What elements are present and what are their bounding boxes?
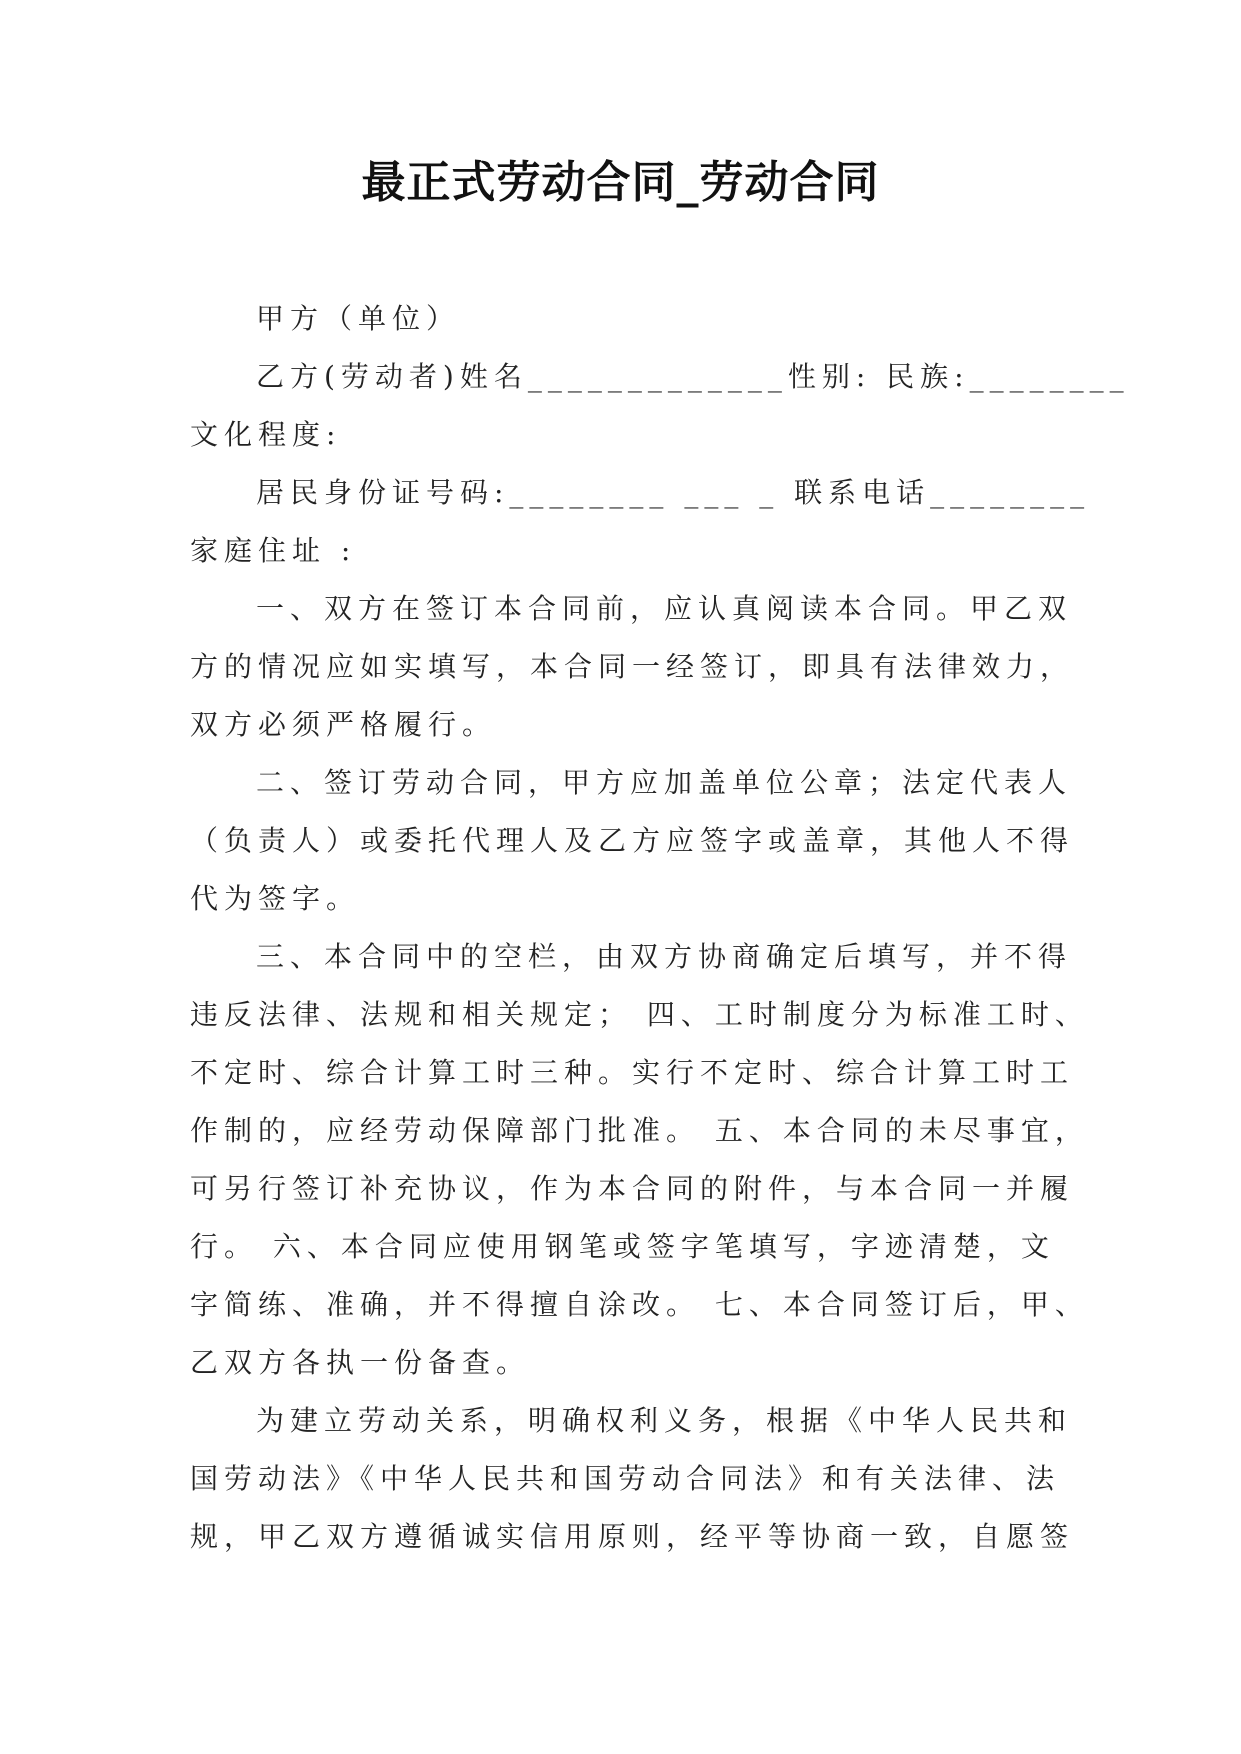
text-line: 规，甲乙双方遵循诚实信用原则，经平等协商一致，自愿签	[190, 1520, 1075, 1553]
text-line: 可另行签订补充协议，作为本合同的附件，与本合同一并履	[190, 1172, 1075, 1205]
document-title: 最正式劳动合同_劳动合同	[361, 157, 880, 208]
text-line: 字简练、准确，并不得擅自涂改。 七、本合同签订后，甲、	[190, 1288, 1089, 1321]
text-line: 乙双方各执一份备查。	[190, 1346, 531, 1379]
text-line: 一、双方在签订本合同前，应认真阅读本合同。甲乙双	[256, 592, 1073, 625]
text-line-id-number: 居民身份证号码:________ ___ _ 联系电话________	[256, 476, 1091, 509]
text-line-address: 家庭住址 :	[190, 534, 357, 567]
text-line: 行。 六、本合同应使用钢笔或签字笔填写，字迹清楚，文	[190, 1230, 1055, 1263]
text-line: （负责人）或委托代理人及乙方应签字或盖章，其他人不得	[190, 824, 1075, 857]
text-line: 三、本合同中的空栏，由双方协商确定后填写，并不得	[256, 940, 1073, 973]
document-body	[190, 290, 1130, 1566]
text-line: 代为签字。	[190, 882, 361, 915]
text-line: 不定时、综合计算工时三种。实行不定时、综合计算工时工	[190, 1056, 1075, 1089]
text-line-education: 文化程度:	[190, 418, 342, 451]
text-line: 双方必须严格履行。	[190, 708, 497, 741]
text-line: 二、签订劳动合同，甲方应加盖单位公章；法定代表人	[256, 766, 1073, 799]
text-line: 方的情况应如实填写，本合同一经签订，即具有法律效力，	[190, 650, 1075, 683]
text-line: 违反法律、法规和相关规定； 四、工时制度分为标准工时、	[190, 998, 1089, 1031]
text-line-party-a: 甲方（单位）	[256, 302, 461, 335]
text-line: 作制的，应经劳动保障部门批准。 五、本合同的未尽事宜，	[190, 1114, 1089, 1147]
text-line: 为建立劳动关系，明确权利义务，根据《中华人民共和	[256, 1404, 1073, 1437]
text-line-party-b: 乙方(劳动者)姓名_____________性别: 民族:________	[256, 360, 1130, 393]
text-line: 国劳动法》《中华人民共和国劳动合同法》和有关法律、法	[190, 1462, 1061, 1495]
